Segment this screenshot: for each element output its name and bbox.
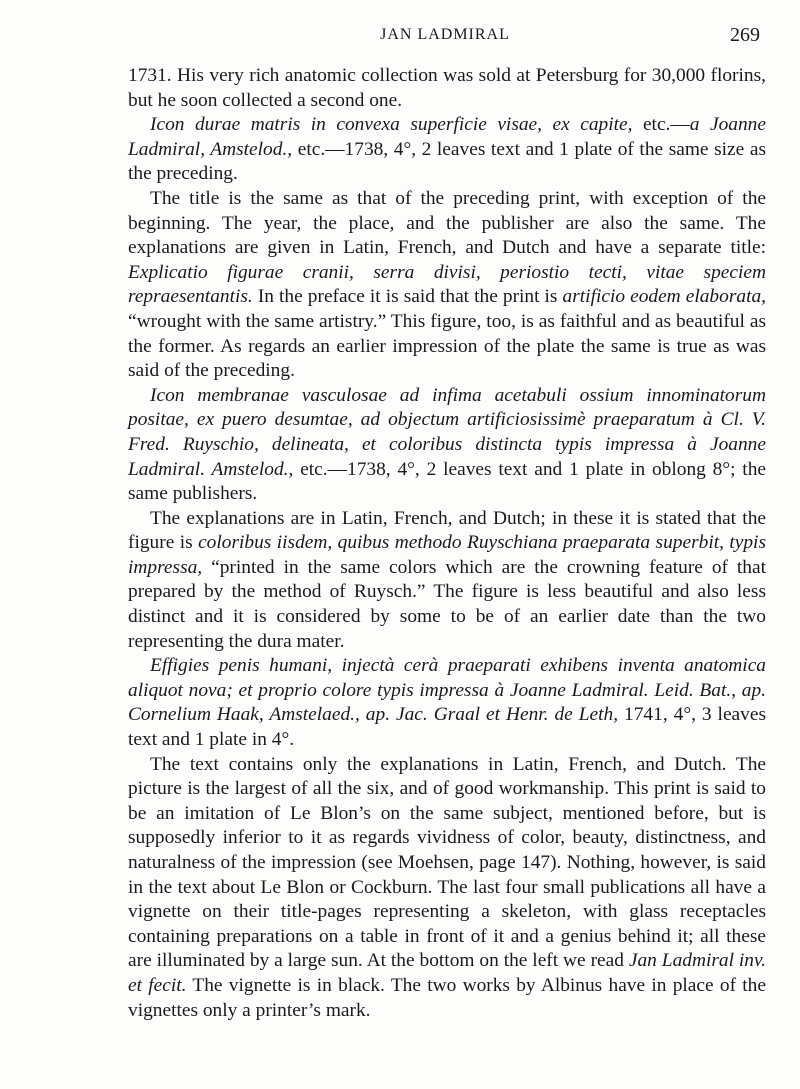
citation-title: Icon membranae vasculosae ad infima acetabuli ossium innominatorum positae, ex puero desumtae, ad objectum artificiosissimè praeparatum à Cl. V. Fred. Ruyschio, delineata, et coloribus distincta typis impressa à Joanne Ladmiral. Amstelod., [128, 384, 766, 480]
paragraph-7 [128, 753, 766, 1024]
page-number: 269 [730, 24, 760, 46]
paragraph-4-citation [128, 384, 766, 507]
paragraph-1-text: 1731. His very rich anatomic collection was sold at Petersburg for 30,000 florins, but he soon collected a second one. [128, 65, 766, 111]
paragraph-7-part1: The text contains only the explanations in Latin, French, and Dutch. The picture is the largest of all the six, and of good workmanship. This print is said to be an imitation of Le Blon’s on the same subject, mentioned before, but is supposedly inferior to it as regards vividness of color, beauty, distinctness, and naturalness of the impression (see Moehsen, page 147). Nothing, however, is said in the text about Le Blon or Cockburn. The last four small publications all have a vignette on their title-pages representing a skeleton, with glass receptacles containing preparations on a table in front of it and a genius behind it; all these are illuminated by a large sun. At the bottom on the left we read [128, 753, 766, 972]
paragraph-7-part2: The vignette is in black. The two works by Albinus have in place of the vignettes only a printer’s mark. [128, 974, 766, 1021]
citation-details: 1741, 4°, 3 leaves text and 1 plate in 4°. [128, 704, 767, 751]
paragraph-1 [128, 64, 766, 113]
citation-title: Icon durae matris in convexa superficie visae, ex capite, [150, 114, 633, 136]
paragraph-3-italic1: Explicatio figurae cranii, serra divisi, periostio tecti, vitae speciem repraesentantis. [128, 261, 766, 308]
citation-details: etc.—1738, 4°, 2 leaves text and 1 plate of the same size as the preceding. [128, 138, 766, 185]
paragraph-3-part2: In the preface it is said that the print is [252, 286, 563, 308]
citation-details: etc.—1738, 4°, 2 leaves text and 1 plate in oblong 8°; the same publishers. [128, 458, 766, 505]
paragraph-5-italic1: coloribus iisdem, quibus methodo Ruyschiana praeparata superbit, typis impressa, [128, 532, 766, 578]
paragraph-5 [128, 507, 766, 655]
paragraph-5-part2: “printed in the same colors which are the crowning feature of that prepared by the method of Ruysch.” The figure is less beautiful and also less distinct and it is considered by some to be of an earlier date than the two representing the dura mater. [128, 556, 766, 652]
running-title: JAN LADMIRAL [380, 26, 510, 43]
paragraph-3-italic2: artificio eodem elaborata, [562, 286, 766, 308]
paragraph-7-italic1: Jan Ladmiral inv. et fecit. [128, 950, 766, 996]
paragraph-5-part1: The explanations are in Latin, French, and Dutch; in these it is stated that the figure is [128, 507, 766, 554]
paragraph-6-citation [128, 654, 766, 752]
citation-author: a Joanne Ladmiral, Amstelod., [128, 114, 766, 160]
citation-title: Effigies penis humani, injectà cerà praeparati exhibens inventa anatomica aliquot nova; et proprio colore typis impressa à Joanne Ladmiral. Leid. Bat., ap. Cornelium Haak, Amstelaed., ap. Jac. Graal et Henr. de Leth, [128, 655, 766, 726]
body-text [128, 64, 766, 1023]
paragraph-3-part3: “wrought with the same artistry.” This figure, too, is as faithful and as beautiful as the former. As regards an earlier impression of the plate the same is true as was said of the preceding. [128, 310, 766, 382]
paragraph-3-part1: The title is the same as that of the preceding print, with exception of the beginning. The year, the place, and the publisher are also the same. The explanations are given in Latin, French, and Dutch and have a separate title: [128, 187, 766, 259]
paragraph-2-citation [128, 113, 766, 187]
paragraph-3 [128, 187, 766, 384]
citation-etc: etc.— [632, 114, 690, 136]
running-head [120, 22, 770, 52]
